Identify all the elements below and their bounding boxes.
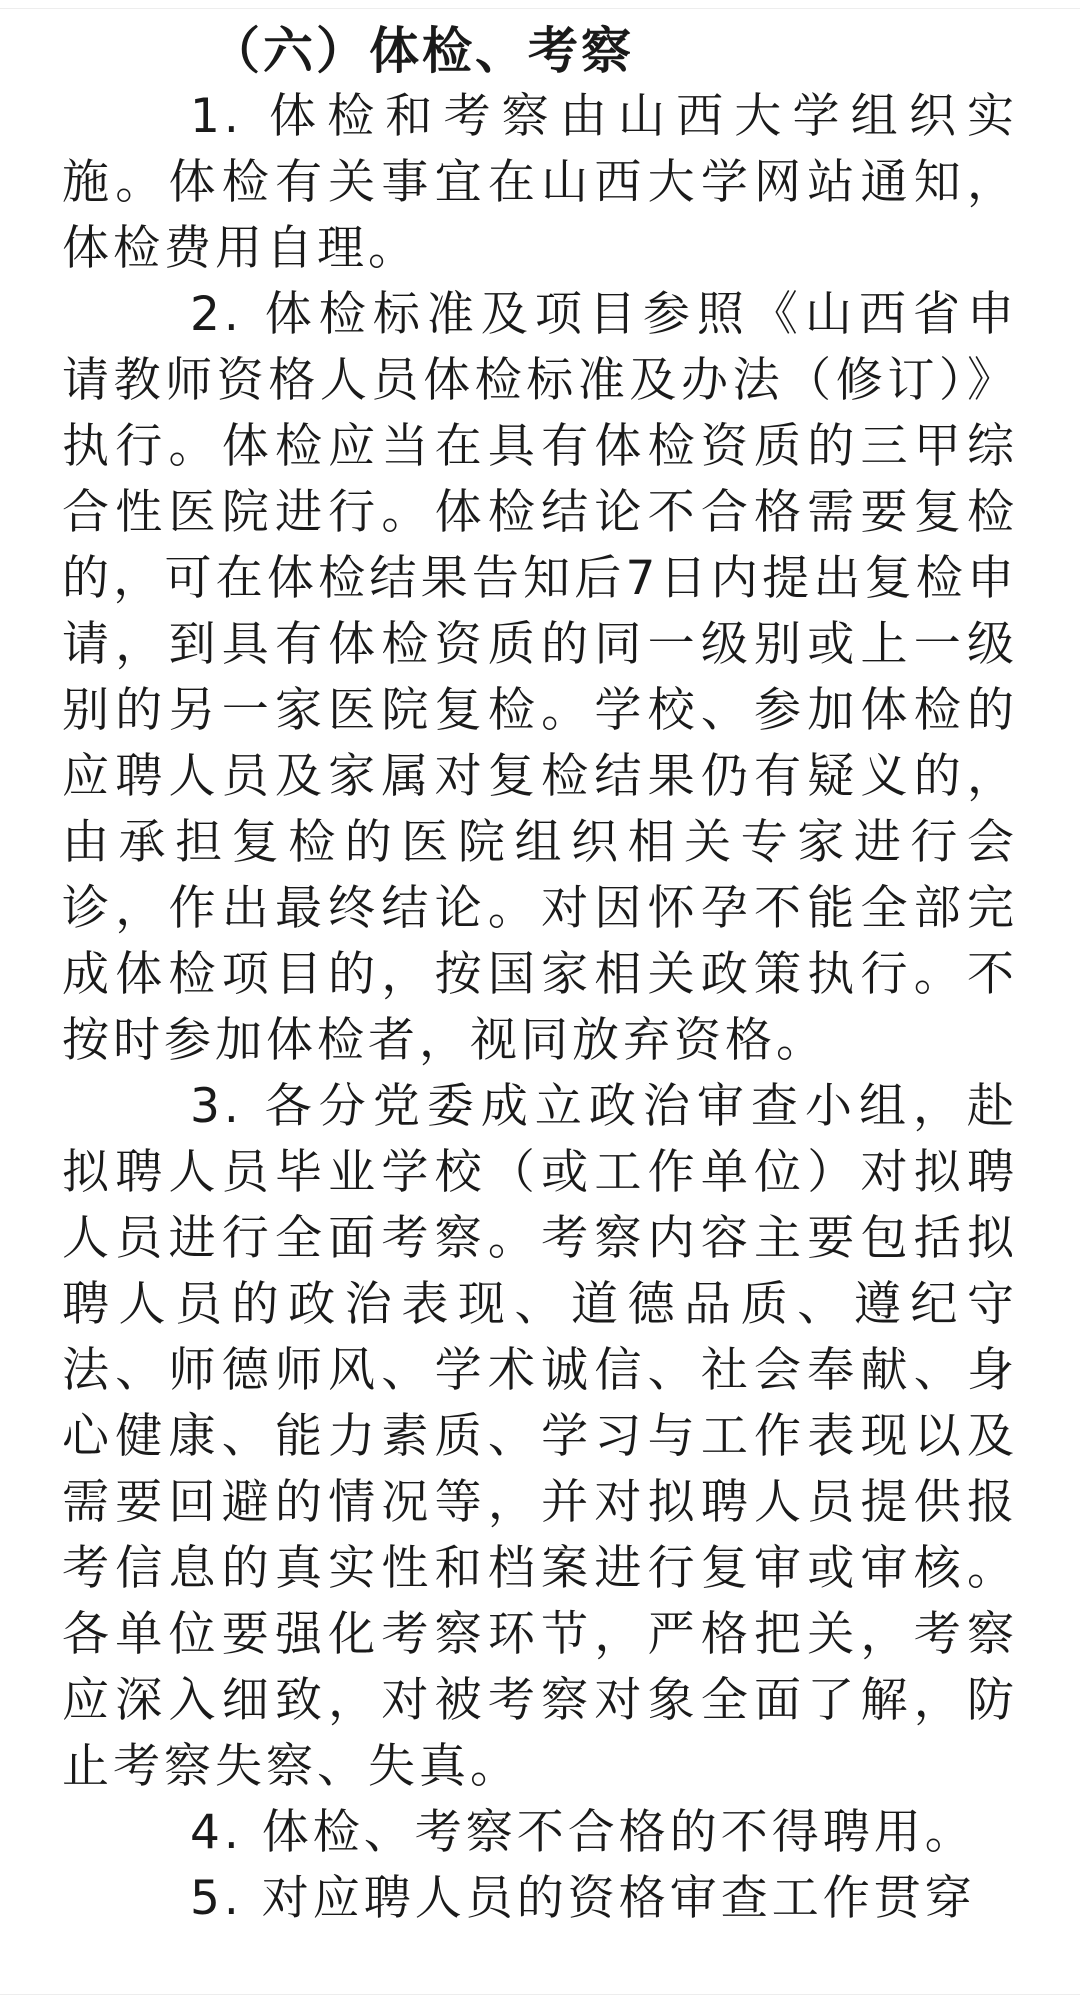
paragraph-5: 5. 对应聘人员的资格审查工作贯穿 [190,1871,976,1926]
document-body [62,84,1018,1932]
paragraph-2: 2. 体检标准及项目参照《山西省申请教师资格人员体检标准及办法（修订）》执行。体检应当在具有体检资质的三甲综合性医院进行。体检结论不合格需要复检的，可在体检结果告知后7日内提出复检申请，到具有体检资质的同一级别或上一级别的另一家医院复检。学校、参加体检的应聘人员及家属对复检结果仍有疑义的，由承担复检的医院组织相关专家进行会诊，作出最终结论。对因怀孕不能全部完成体检项目的，按国家相关政策执行。不按时参加体检者，视同放弃资格。 [62,287,1018,1068]
paragraph-1: 1. 体检和考察由山西大学组织实施。体检有关事宜在山西大学网站通知，体检费用自理。 [62,89,1018,276]
bottom-divider [0,1994,1080,1995]
paragraph-3: 3. 各分党委成立政治审查小组，赴拟聘人员毕业学校（或工作单位）对拟聘人员进行全面考察。考察内容主要包括拟聘人员的政治表现、道德品质、遵纪守法、师德师风、学术诚信、社会奉献、身心健康、能力素质、学习与工作表现以及需要回避的情况等，并对拟聘人员提供报考信息的真实性和档案进行复审或审核。各单位要强化考察环节，严格把关，考察应深入细致，对被考察对象全面了解，防止考察失察、失真。 [62,1079,1018,1794]
top-divider [0,8,1080,9]
paragraph-4: 4. 体检、考察不合格的不得聘用。 [190,1805,976,1860]
section-heading: （六）体检、考察 [210,22,634,80]
